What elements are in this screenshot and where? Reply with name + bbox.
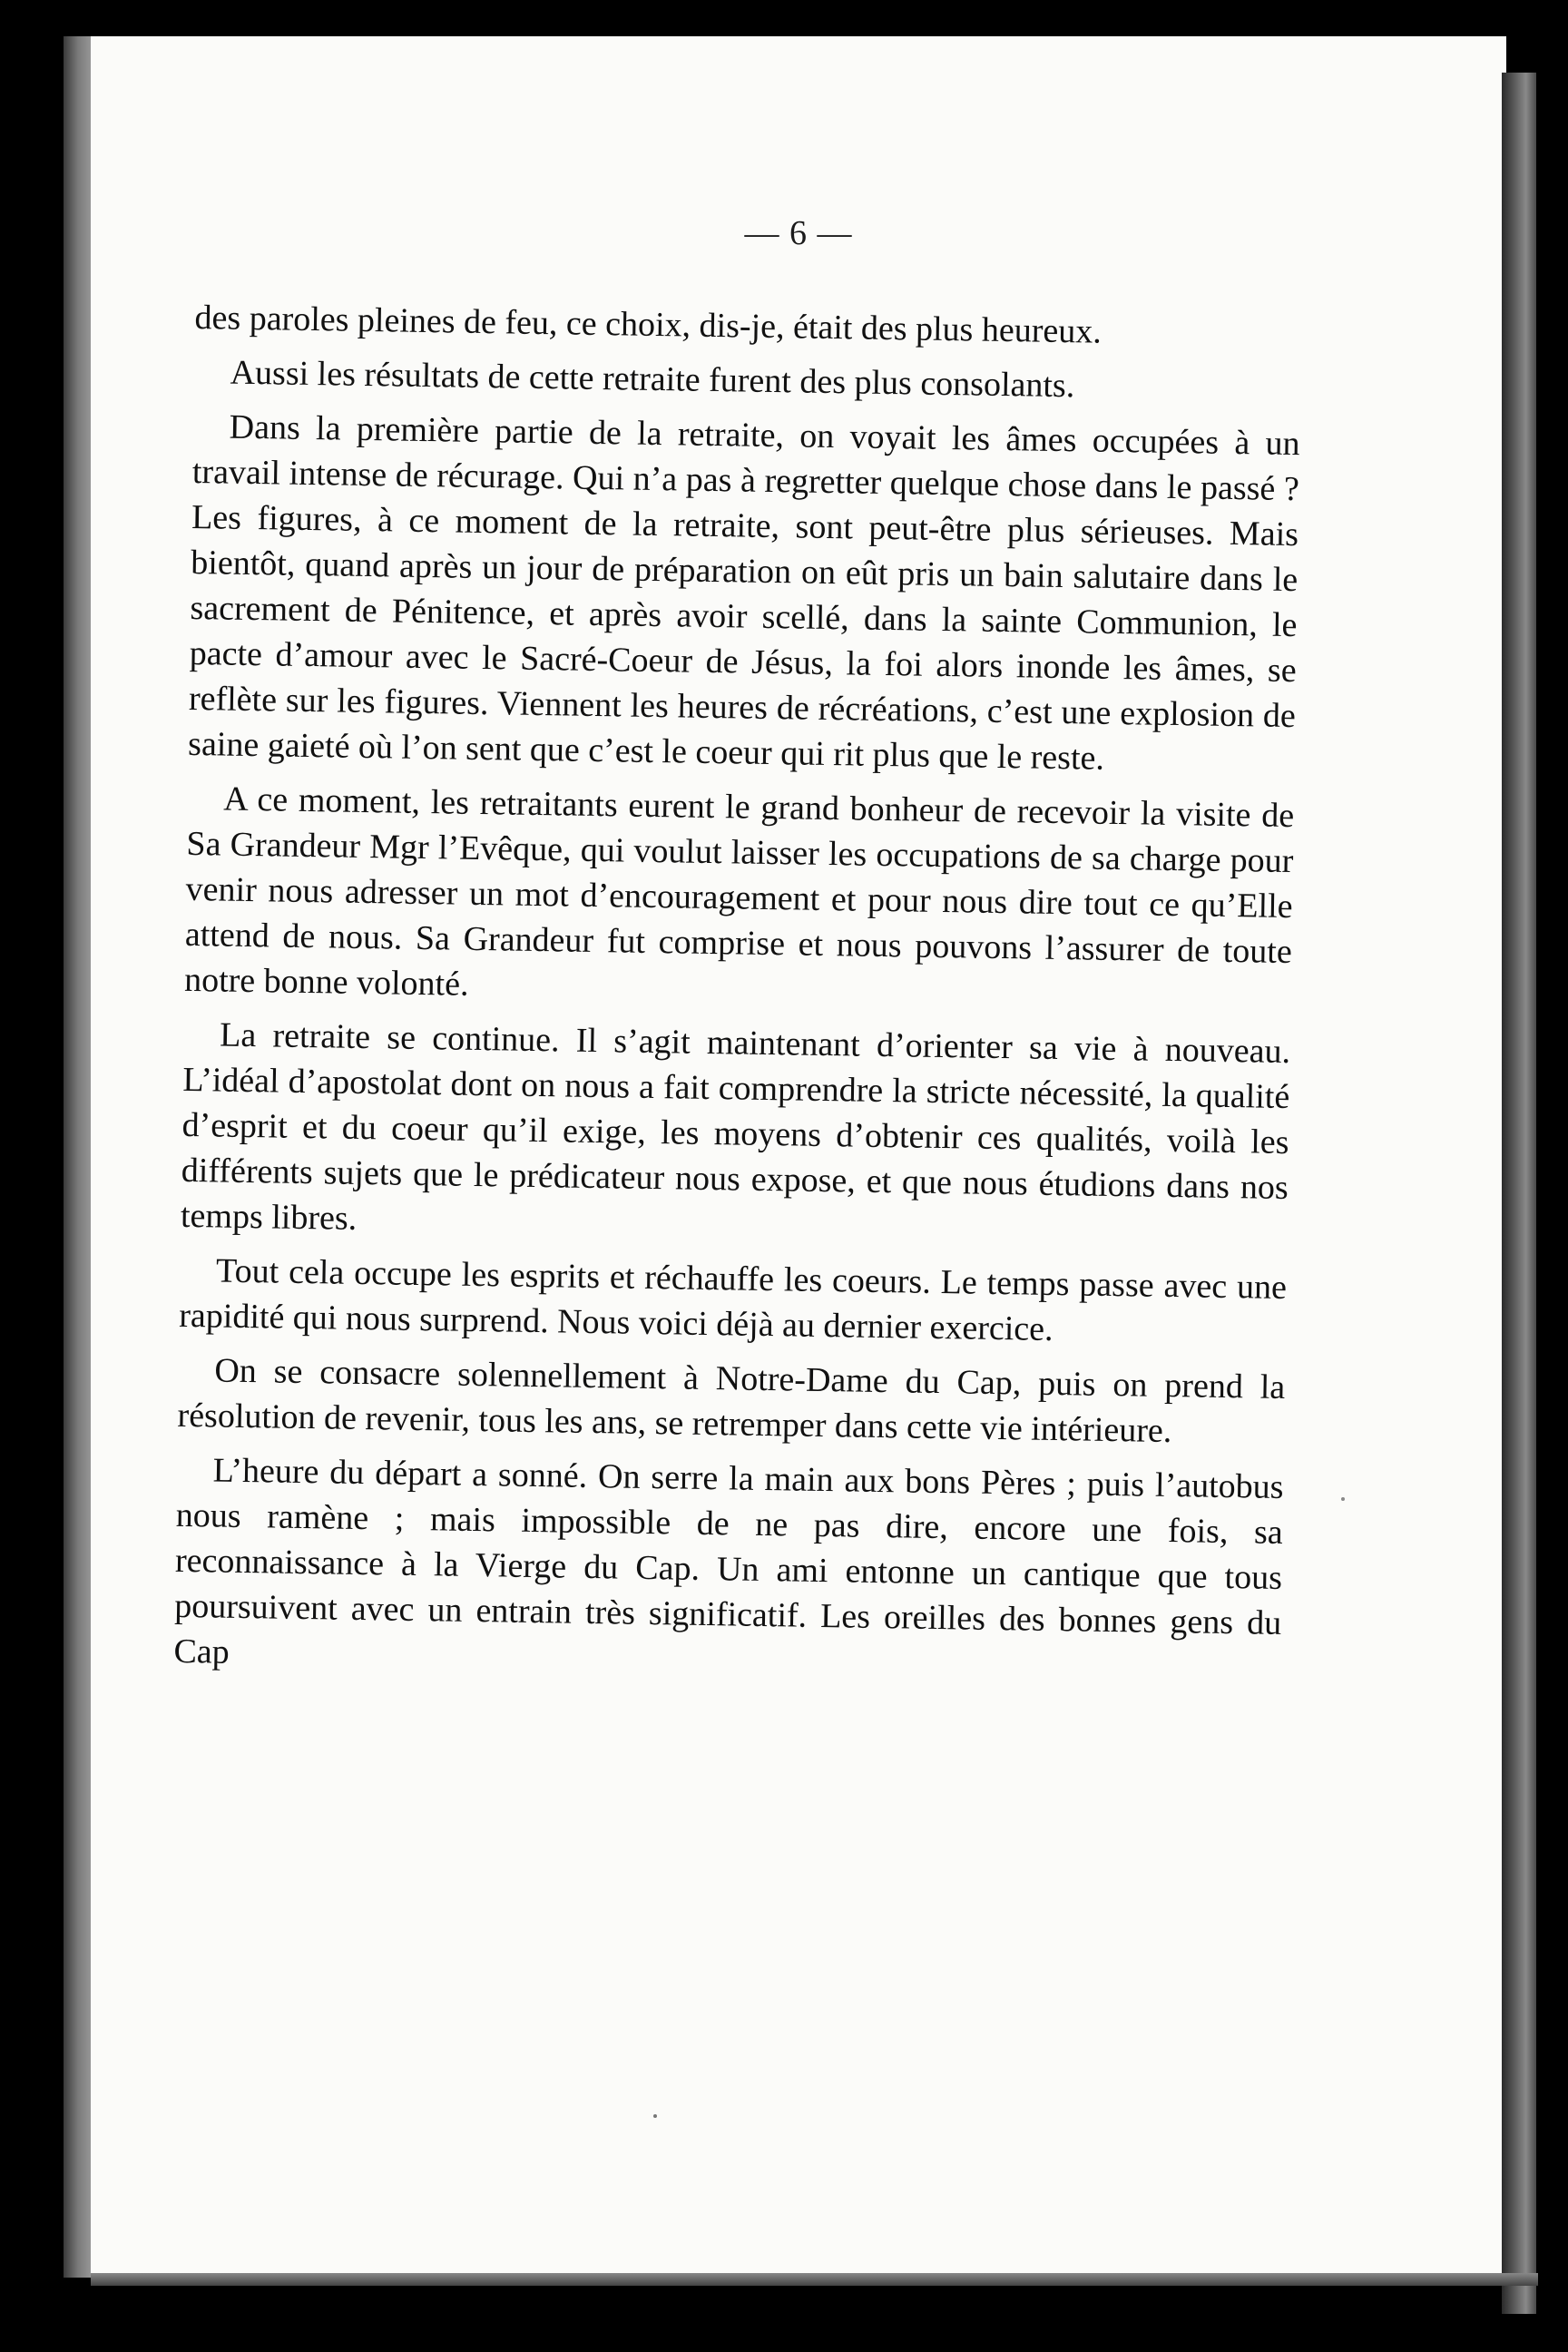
paragraph: La retraite se continue. Il s’agit maintenant d’orienter sa vie à nouveau. L’idéal d’apostolat dont on nous a fait comprendre la stricte nécessité, la qualité d’esprit et du coeur qu’il exige, les moyens d’obtenir ces qualités, voilà les différents sujets que le prédicateur nous expose, et que nous étudions dans nos temps libres.	[180, 1015, 1291, 1238]
body-text	[173, 295, 1302, 1700]
dust-speck	[1341, 1497, 1345, 1501]
page-bottom-edge	[91, 2273, 1538, 2286]
paragraph: On se consacre solennellement à Notre-Dame du Cap, puis on prend la résolution de revenir, tous les ans, se retremper dans cette vie intérieure.	[177, 1351, 1286, 1451]
page-number: — 6 —	[744, 214, 853, 252]
paragraph: Tout cela occupe les esprits et réchauffe les coeurs. Le temps passe avec une rapidité qui nous surprend. Nous voici déjà au dernier exercice.	[178, 1251, 1288, 1348]
dust-speck	[653, 2114, 657, 2118]
paragraph: Dans la première partie de la retraite, on voyait les âmes occupées à un travail intense de récurage. Qui n’a pas à regretter quelque chose dans le passé ? Les figures, à ce moment de la retraite, sont peut-être plus sérieuses. Mais bientôt, quand après un jour de préparation on eût pris un bain salutaire dans le sacrement de Pénitence, et après avoir scellé, dans la sainte Communion, le pacte d’amour avec le Sacré-Coeur de Jésus, la foi alors inonde les âmes, se reflète sur les figures. Viennent les heures de récréations, c’est une explosion de saine gaieté où l’on sent que c’est le coeur qui rit plus que le reste.	[187, 407, 1300, 778]
dust-speck	[16, 168, 22, 177]
page-stack-edge	[1502, 73, 1536, 2314]
paragraph: des paroles pleines de feu, ce choix, dis-je, était des plus heureux.	[194, 298, 1102, 351]
paragraph: A ce moment, les retraitants eurent le grand bonheur de recevoir la visite de Sa Grandeur Mgr l’Evêque, qui voulut laisser les occupations de sa charge pour venir nous adresser un mot d’encouragement et pour nous dire tout ce qu’Elle attend de nous. Sa Grandeur fut comprise et nous pouvons l’assurer de toute notre bonne volonté.	[183, 779, 1295, 1004]
paragraph: Aussi les résultats de cette retraite furent des plus consolants.	[230, 353, 1075, 406]
dust-speck	[27, 399, 32, 407]
paragraph: L’heure du départ a sonné. On serre la main aux bons Pères ; puis l’autobus nous ramène ; mais impossible de ne pas dire, encore une fois, sa reconnaissance à la Vierge du Cap. Un ami entonne un cantique que tous poursuivent avec un entrain très significatif. Les oreilles des bonnes gens du Cap	[173, 1451, 1284, 1671]
